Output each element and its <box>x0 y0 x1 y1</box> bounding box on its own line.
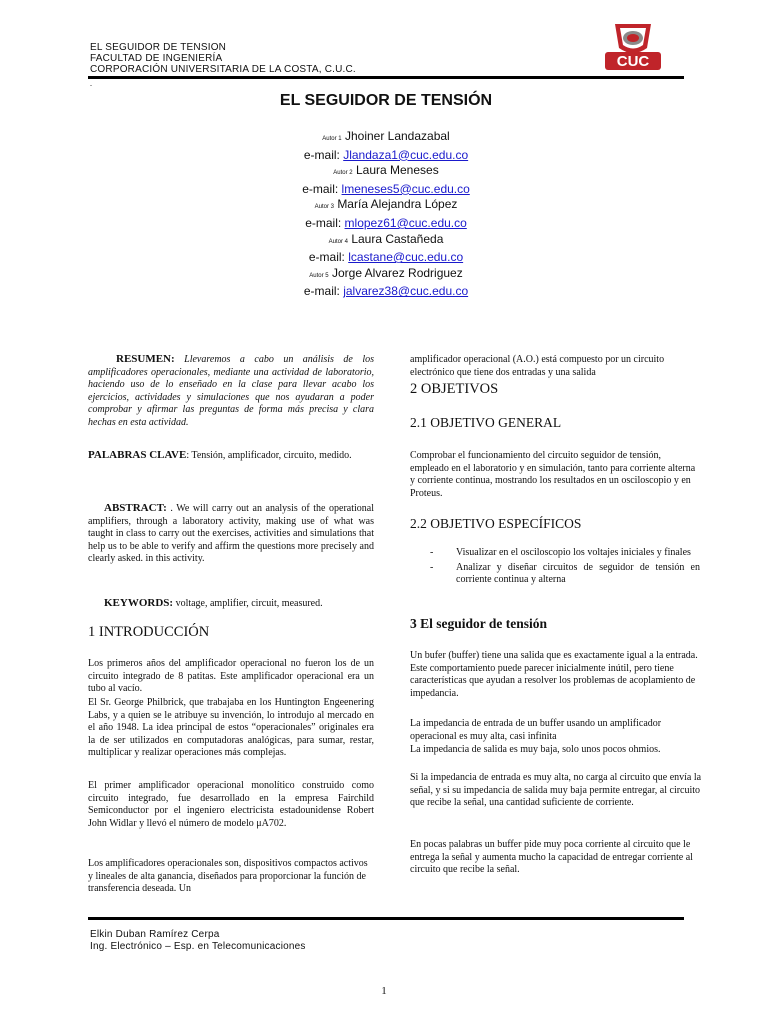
resumen-label: RESUMEN: <box>116 353 175 365</box>
author-3-email-link[interactable]: mlopez61@cuc.edu.co <box>344 215 467 230</box>
author-1-email: e-mail: Jlandaza1@cuc.edu.co <box>303 147 469 162</box>
abstract-text: . We will carry out an analysis of the operational amplifiers, through a laboratory activity, making use of what was taught in class to carry out the exercises, activities and simulations that help us to be able to verify and affirm the questions more precisely and clearly asked. in this activity. <box>88 503 374 565</box>
list-item: - Visualizar en el osciloscopio los voltajes iniciales y finales <box>430 547 691 558</box>
header-university: CORPORACIÓN UNIVERSITARIA DE LA COSTA, C.U.C. <box>90 64 356 75</box>
author-3: Autor 3 María Alejandra López <box>314 197 458 212</box>
author-3-email: e-mail: mlopez61@cuc.edu.co <box>305 215 467 230</box>
page-number: 1 <box>381 985 387 997</box>
objetivos-especificos-list <box>410 547 700 589</box>
footer-degree: Ing. Electrónico – Esp. en Telecomunicaciones <box>90 941 306 952</box>
section-heading-objetivos: 2 OBJETIVOS <box>410 381 499 397</box>
logo-text: CUC <box>616 53 650 70</box>
palabras-clave-label: PALABRAS CLAVE <box>88 449 187 461</box>
intro-continuation: amplificador operacional (A.O.) está compuesto por un circuito electrónico que tiene dos entradas y una salida <box>410 354 665 378</box>
author-4-email-link[interactable]: lcastane@cuc.edu.co <box>348 250 464 265</box>
intro-paragraph-2: El Sr. George Philbrick, que trabajaba en los Huntington Engeenering Labs, y a quien se le atribuye su invención, lo introdujo al mercado en el año 1948. La idea principal de estos “operacionales” originales era la de ser utilizados en computadoras analógicas, para sumar, restar, multiplicar y realizar operaciones más complejas. <box>88 697 374 759</box>
section-heading-introduccion: 1 INTRODUCCIÓN <box>88 624 210 640</box>
subsection-heading-objetivo-general: 2.1 OBJETIVO GENERAL <box>410 415 562 430</box>
author-5-email-link[interactable]: jalvarez38@cuc.edu.co <box>343 284 469 299</box>
header-faculty: FACULTAD DE INGENIERÍA <box>90 53 223 64</box>
seguidor-paragraph-2a: La impedancia de entrada de un buffer usando un amplificador operacional es muy alta, casi infinita <box>410 718 662 742</box>
seguidor-paragraph-2b: La impedancia de salida es muy baja, solo unos pocos ohmios. <box>410 744 661 755</box>
intro-paragraph-3: El primer amplificador operacional monolítico construido como circuito integrado, fue desarrollado en la empresa Fairchild Semiconductor por el ingeniero electricista estadounidense Robert John Widlar y llevó el número de modelo μA702. <box>88 780 374 829</box>
resumen-text: Llevaremos a cabo un análisis de los amplificadores operacionales, mediante una actividad de laboratorio, haciendo uso de lo enseñado en la clase para llevar acabo los ejercicios, actividades y simulaciones que nos ayudaran a poder comprobar y afirmar las preguntas de forma más precisa y clara hechas en esta actividad. <box>88 354 374 428</box>
author-5-email: e-mail: jalvarez38@cuc.edu.co <box>303 284 469 299</box>
section-heading-seguidor: 3 El seguidor de tensión <box>410 616 548 631</box>
author-list <box>88 129 684 300</box>
header-rule <box>88 76 684 79</box>
objetivo-general-text: Comprobar el funcionamiento del circuito seguidor de tensión, empleado en el laboratorio y en simulación, tanto para corriente alterna y corriente continua, mostrando los resultados en un osciloscopio y en Proteus. <box>410 450 696 499</box>
footer-author: Elkin Duban Ramírez Cerpa <box>90 929 220 940</box>
header-course-title: EL SEGUIDOR DE TENSION <box>90 42 227 53</box>
seguidor-paragraph-1: Un bufer (buffer) tiene una salida que es exactamente igual a la entrada. Este comportamiento puede parecer inicialmente inútil, pero tiene características que ayudan a resolver los problemas de acoplamiento de impedancia. <box>410 650 698 699</box>
footer-rule <box>88 917 684 920</box>
header-dot: . <box>90 79 92 88</box>
paper-title: EL SEGUIDOR DE TENSIÓN <box>279 92 493 109</box>
author-2-email: e-mail: lmeneses5@cuc.edu.co <box>302 181 470 196</box>
author-1-email-link[interactable]: Jlandaza1@cuc.edu.co <box>343 147 469 162</box>
intro-paragraph-1: Los primeros años del amplificador operacional no fueron los de un circuito integrado de 8 patitas. Este amplificador operacional era un tubo al vacío. <box>88 658 374 695</box>
keywords-label: KEYWORDS: <box>104 597 174 609</box>
palabras-clave-text: : Tensión, amplificador, circuito, medido. <box>186 450 352 461</box>
intro-paragraph-4: Los amplificadores operacionales son, dispositivos compactos activos y lineales de alta ganancia, diseñados para proporcionar la función de transferencia deseada. Un <box>88 858 368 895</box>
abstract-paragraph <box>88 502 374 566</box>
palabras-clave-paragraph <box>88 449 374 463</box>
cuc-logo <box>603 18 663 72</box>
author-4: Autor 4 Laura Castañeda <box>328 231 444 246</box>
abstract-label: ABSTRACT: <box>104 502 167 514</box>
author-2: Autor 2 Laura Meneses <box>333 163 439 178</box>
author-5: Autor 5 Jorge Alvarez Rodriguez <box>309 265 463 280</box>
author-4-email: e-mail: lcastane@cuc.edu.co <box>308 250 464 265</box>
keywords-paragraph <box>88 597 374 611</box>
subsection-heading-objetivos-especificos: 2.2 OBJETIVO ESPECÍFICOS <box>410 516 582 531</box>
resumen-paragraph <box>88 353 374 430</box>
seguidor-paragraph-4: En pocas palabras un buffer pide muy poca corriente al circuito que le entrega la señal y aumenta mucho la capacidad de entregar corriente al circuito que recibe la señal. <box>410 839 693 876</box>
author-2-email-link[interactable]: lmeneses5@cuc.edu.co <box>341 181 470 196</box>
seguidor-paragraph-3: Si la impedancia de entrada es muy alta, no carga al circuito que envía la señal, y si su impedancia de salida muy baja permite entregar, al circuito que recibe la señal, una cantidad suficiente de corriente. <box>410 772 702 809</box>
keywords-text: voltage, amplifier, circuit, measured. <box>173 598 323 609</box>
list-item: - Analizar y diseñar circuitos de seguidor de tensión en corriente continua y alterna <box>430 561 700 586</box>
author-1: Autor 1 Jhoiner Landazabal <box>322 129 450 143</box>
